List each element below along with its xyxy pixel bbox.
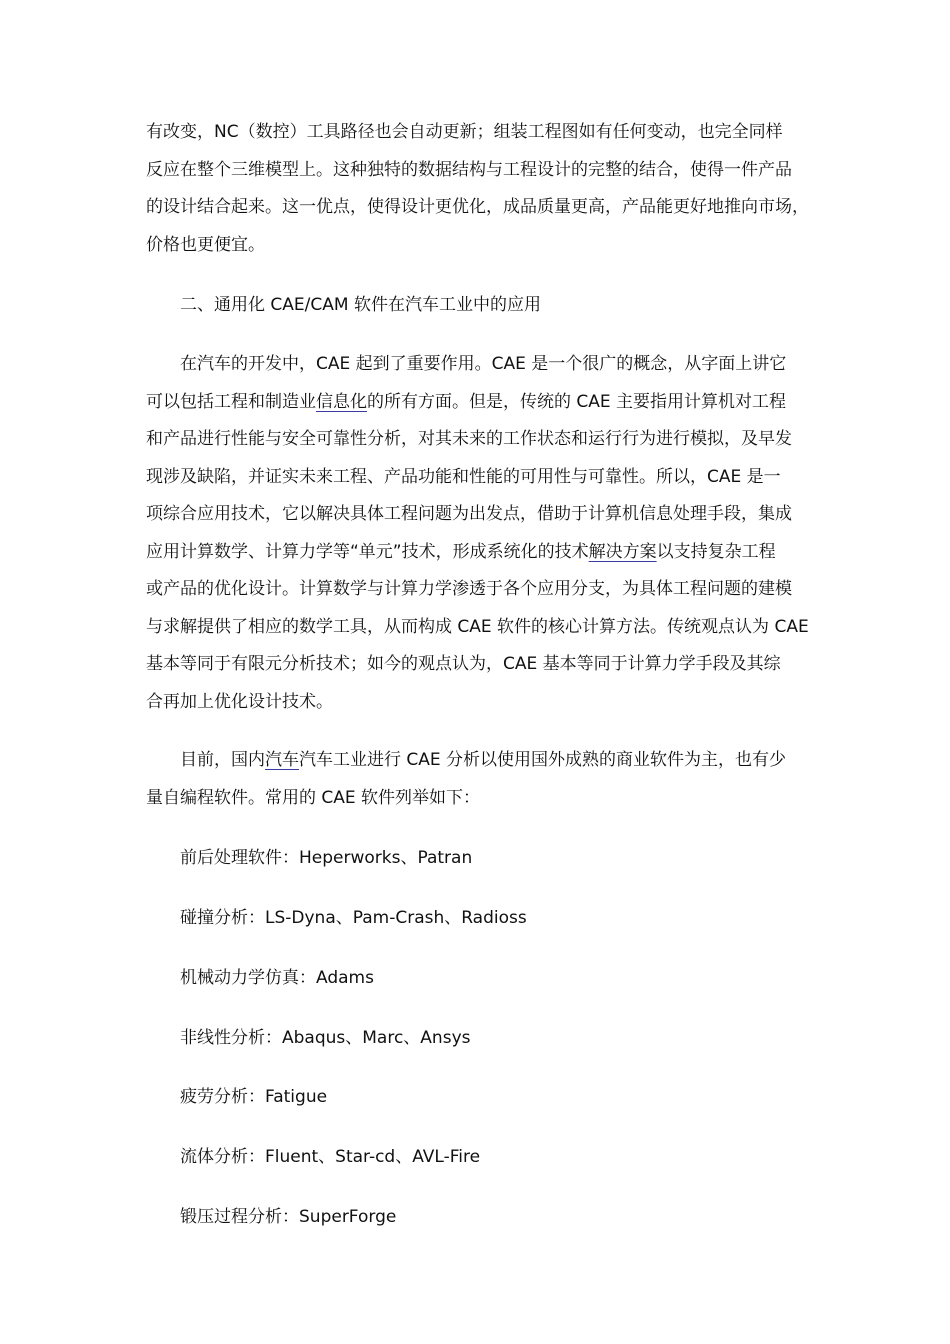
paragraph-line: 合再加上优化设计技术。 <box>146 691 333 712</box>
paragraph-continuation <box>146 114 808 264</box>
paragraph-line: 量自编程软件。常用的 CAE 软件列举如下： <box>146 787 481 808</box>
list-item-crash: 碰撞分析：LS-Dyna、Pam-Crash、Radioss <box>180 908 527 928</box>
paragraph-line: 反应在整个三维模型上。这种独特的数据结构与工程设计的完整的结合，使得一件产品 <box>146 159 792 180</box>
text-segment: 可以包括工程和制造业 <box>146 391 316 412</box>
paragraph-line: 与求解提供了相应的数学工具，从而构成 CAE 软件的核心计算方法。传统观点认为 CAE <box>146 616 809 637</box>
paragraph-line: 现涉及缺陷，并证实未来工程、产品功能和性能的可用性与可靠性。所以，CAE 是一 <box>146 466 781 487</box>
list-item-forging: 锻压过程分析：SuperForge <box>180 1207 397 1227</box>
link-informatization[interactable]: 信息化 <box>316 391 367 412</box>
paragraph-cae-software-intro <box>146 742 808 817</box>
paragraph-line <box>146 742 808 780</box>
list-item-dynamics: 机械动力学仿真：Adams <box>180 968 374 988</box>
paragraph-line: 价格也更便宜。 <box>146 234 265 255</box>
paragraph-line: 和产品进行性能与安全可靠性分析，对其未来的工作状态和运行行为进行模拟，及早发 <box>146 429 792 449</box>
list-item-fatigue: 疲劳分析：Fatigue <box>180 1087 328 1107</box>
list-item-fluid: 流体分析：Fluent、Star-cd、AVL-Fire <box>180 1147 481 1167</box>
text-segment: 应用计算数学、计算力学等“单元”技术，形成系统化的技术 <box>146 541 589 562</box>
list-item-nonlinear: 非线性分析：Abaqus、Marc、Ansys <box>180 1028 471 1048</box>
paragraph-line: 有改变，NC（数控）工具路径也会自动更新；组装工程图如有任何变动，也完全同样 <box>146 122 783 142</box>
paragraph-line <box>146 534 808 572</box>
paragraph-line <box>146 384 808 422</box>
text-segment: 以支持复杂工程 <box>656 541 776 562</box>
link-solution[interactable]: 解决方案 <box>588 541 657 562</box>
paragraph-line: 的设计结合起来。这一优点，使得设计更优化，成品质量更高，产品能更好地推向市场， <box>146 197 809 217</box>
paragraph-line: 在汽车的开发中，CAE 起到了重要作用。CAE 是一个很广的概念，从字面上讲它 <box>180 354 787 374</box>
paragraph-line: 或产品的优化设计。计算数学与计算力学渗透于各个应用分支，为具体工程问题的建模 <box>146 579 792 599</box>
section-heading: 二、通用化 CAE/CAM 软件在汽车工业中的应用 <box>180 295 541 315</box>
text-segment: 目前，国内 <box>180 750 265 770</box>
list-item-preprocessing: 前后处理软件：Heperworks、Patran <box>180 848 473 868</box>
link-automobile[interactable]: 汽车 <box>265 750 299 770</box>
text-segment: 的所有方面。但是，传统的 CAE 主要指用计算机对工程 <box>367 391 787 412</box>
paragraph-cae-intro <box>146 346 808 721</box>
text-segment: 汽车工业进行 CAE 分析以使用国外成熟的商业软件为主，也有少 <box>299 750 787 770</box>
paragraph-line: 基本等同于有限元分析技术；如今的观点认为，CAE 基本等同于计算力学手段及其综 <box>146 654 781 674</box>
paragraph-line: 项综合应用技术，它以解决具体工程问题为出发点，借助于计算机信息处理手段，集成 <box>146 504 792 524</box>
